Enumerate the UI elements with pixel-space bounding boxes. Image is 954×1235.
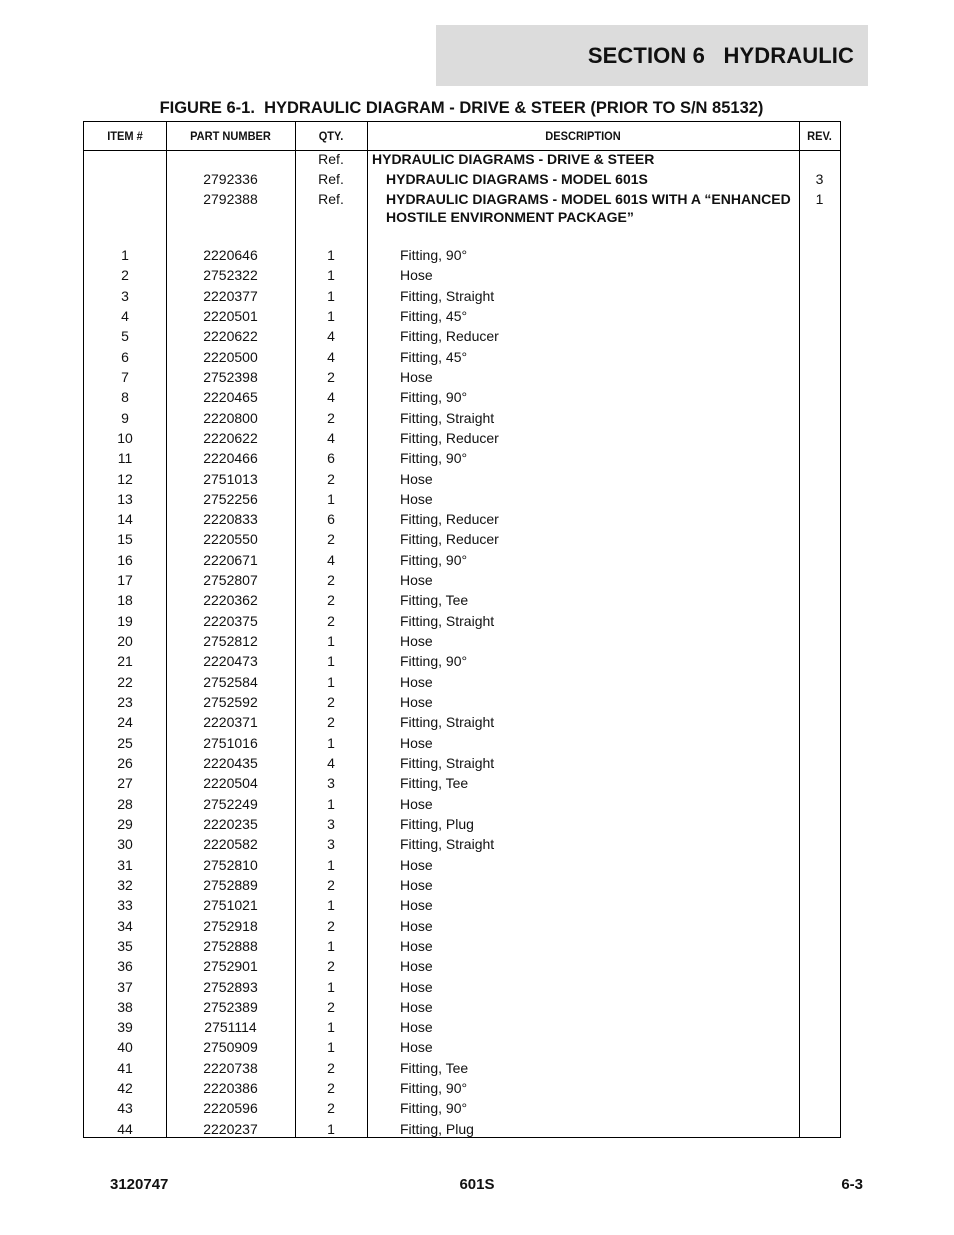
description-cell: Hose: [400, 673, 433, 690]
part-number-cell: 2752398: [203, 368, 258, 385]
part-number-cell: 2752889: [203, 876, 258, 893]
table-row: [84, 529, 840, 549]
part-number-cell: 2752888: [203, 937, 258, 954]
qty-cell: 1: [327, 1019, 335, 1036]
description-cell: Hose: [400, 368, 433, 385]
table-row: [84, 469, 840, 489]
section-title: SECTION 6 HYDRAULIC: [587, 42, 854, 68]
table-row: [84, 1098, 840, 1118]
qty-cell: 1: [327, 307, 335, 324]
qty-cell: 2: [327, 531, 335, 548]
part-number-cell: 2752810: [203, 856, 258, 873]
part-number-cell: 2220466: [203, 450, 258, 467]
item-cell: 3: [121, 287, 129, 304]
part-number-cell: 2220362: [203, 592, 258, 609]
description-cell: Hose: [400, 694, 433, 711]
qty-cell: 2: [327, 409, 335, 426]
description-cell: Fitting, 45°: [400, 348, 468, 365]
qty-cell: 1: [327, 856, 335, 873]
qty-cell: 2: [327, 958, 335, 975]
description-cell: Fitting, 90°: [400, 389, 468, 406]
description-cell: Hose: [400, 897, 433, 914]
section-banner: [436, 25, 868, 86]
item-cell: 19: [117, 612, 133, 629]
qty-cell: 1: [327, 287, 335, 304]
part-number-cell: 2751021: [203, 897, 258, 914]
qty-cell: Ref.: [318, 171, 344, 187]
description-cell: Fitting, 90°: [400, 247, 468, 263]
qty-cell: 2: [327, 572, 335, 589]
qty-cell: 2: [327, 694, 335, 711]
table-row: [84, 550, 840, 570]
table-row: [84, 895, 840, 915]
item-cell: 4: [121, 307, 129, 324]
item-cell: 36: [117, 958, 133, 975]
qty-cell: 4: [327, 328, 335, 345]
qty-cell: 1: [327, 247, 335, 263]
part-number-cell: 2752592: [203, 694, 258, 711]
description-cell: Hose: [400, 917, 433, 934]
part-number-cell: 2752256: [203, 490, 258, 507]
item-cell: 24: [117, 714, 133, 731]
table-row: [84, 631, 840, 651]
footer-page-number: 6-3: [841, 1176, 863, 1193]
part-number-cell: 2220550: [203, 531, 258, 548]
part-number-cell: 2220501: [203, 307, 258, 324]
item-cell: 20: [117, 633, 133, 650]
description-cell: HYDRAULIC DIAGRAMS - MODEL 601S WITH A “ENHANCED: [386, 191, 791, 207]
qty-cell: 2: [327, 1059, 335, 1076]
item-cell: 15: [117, 531, 133, 548]
description-cell: Fitting, Reducer: [400, 328, 499, 345]
item-cell: 31: [117, 856, 133, 873]
part-number-cell: 2752901: [203, 958, 258, 975]
item-cell: 33: [117, 897, 133, 914]
qty-cell: 1: [327, 673, 335, 690]
item-cell: 7: [121, 368, 129, 385]
rev-cell: 1: [815, 191, 824, 207]
item-cell: 16: [117, 551, 133, 568]
table-row: [84, 1078, 840, 1098]
qty-cell: 1: [327, 267, 335, 284]
description-cell: Fitting, Plug: [400, 1120, 474, 1137]
table-row: [84, 347, 840, 367]
table-row: [84, 733, 840, 753]
description-cell: Hose: [400, 734, 433, 751]
description-cell: Hose: [400, 1019, 433, 1036]
qty-cell: 2: [327, 876, 335, 893]
item-cell: 5: [121, 328, 129, 345]
part-number-cell: 2220671: [203, 551, 258, 568]
description-cell: Hose: [400, 795, 433, 812]
item-cell: 34: [117, 917, 133, 934]
qty-cell: 2: [327, 998, 335, 1015]
description-cell: Hose: [400, 633, 433, 650]
description-cell: Hose: [400, 958, 433, 975]
qty-cell: 2: [327, 1080, 335, 1097]
description-cell: Hose: [400, 1039, 433, 1056]
qty-cell: 1: [327, 937, 335, 954]
part-number-cell: 2220237: [203, 1120, 258, 1137]
description-cell: Fitting, Straight: [400, 836, 495, 853]
qty-cell: 2: [327, 1100, 335, 1117]
figure-title: FIGURE 6-1. HYDRAULIC DIAGRAM - DRIVE & STEER (PRIOR TO S/N 85132): [159, 99, 764, 117]
qty-cell: 1: [327, 653, 335, 670]
item-cell: 42: [117, 1080, 133, 1097]
part-number-cell: 2752918: [203, 917, 258, 934]
description-cell: Hose: [400, 998, 433, 1015]
part-number-cell: 2220582: [203, 836, 258, 853]
table-row: [84, 916, 840, 936]
qty-cell: 2: [327, 470, 335, 487]
qty-cell: 2: [327, 592, 335, 609]
table-row: [84, 448, 840, 468]
part-number-cell: 2752807: [203, 572, 258, 589]
item-cell: 21: [117, 653, 133, 670]
table-row: [84, 977, 840, 997]
qty-cell: 1: [327, 734, 335, 751]
item-cell: 41: [117, 1059, 133, 1076]
description-cell: Fitting, Straight: [400, 714, 495, 731]
table-row: [84, 956, 840, 976]
table-row: [84, 387, 840, 407]
table-row: [84, 651, 840, 671]
table-row: [84, 428, 840, 448]
footer-model: 601S: [459, 1176, 495, 1193]
footer-doc-number: 3120747: [110, 1176, 169, 1193]
part-number-cell: 2752584: [203, 673, 258, 690]
qty-cell: 6: [327, 511, 335, 528]
item-cell: 38: [117, 998, 133, 1015]
header-rev: REV.: [807, 129, 832, 143]
table-row: [84, 306, 840, 326]
description-cell: HYDRAULIC DIAGRAMS - MODEL 601S: [386, 171, 648, 187]
description-cell: Fitting, Tee: [400, 1059, 469, 1076]
description-cell: Fitting, Tee: [400, 592, 469, 609]
part-number-cell: 2752389: [203, 998, 258, 1015]
item-cell: 32: [117, 876, 133, 893]
table-row: [84, 814, 840, 834]
qty-cell: 1: [327, 897, 335, 914]
part-number-cell: 2792388: [203, 191, 258, 207]
table-row: [84, 611, 840, 631]
description-cell: Fitting, Plug: [400, 815, 474, 832]
table-row: [84, 773, 840, 793]
item-cell: 25: [117, 734, 133, 751]
table-row: [84, 326, 840, 346]
table-row: [84, 936, 840, 956]
item-cell: 14: [117, 511, 133, 528]
table-row: [84, 753, 840, 773]
part-number-cell: 2751016: [203, 734, 258, 751]
part-number-cell: 2220800: [203, 409, 258, 426]
rev-cell: 3: [815, 171, 824, 187]
description-cell: Fitting, 45°: [400, 307, 468, 324]
item-cell: 40: [117, 1039, 133, 1056]
description-cell: Hose: [400, 572, 433, 589]
item-cell: 29: [117, 815, 133, 832]
part-number-cell: 2792336: [203, 171, 258, 187]
table-row: [84, 408, 840, 428]
item-cell: 6: [121, 348, 129, 365]
part-number-cell: 2220833: [203, 511, 258, 528]
table-row: [84, 1119, 840, 1139]
description-cell: Fitting, 90°: [400, 1100, 468, 1117]
part-number-cell: 2220371: [203, 714, 258, 731]
part-number-cell: 2220500: [203, 348, 258, 365]
table-row: [84, 286, 840, 306]
description-cell: Hose: [400, 267, 433, 284]
part-number-cell: 2220738: [203, 1059, 258, 1076]
description-cell: Hose: [400, 876, 433, 893]
part-number-cell: 2752893: [203, 978, 258, 995]
qty-cell: 2: [327, 612, 335, 629]
qty-cell: 3: [327, 815, 335, 832]
item-cell: 30: [117, 836, 133, 853]
table-row: [84, 834, 840, 854]
item-cell: 39: [117, 1019, 133, 1036]
part-number-cell: 2752812: [203, 633, 258, 650]
qty-cell: 1: [327, 978, 335, 995]
description-cell: Hose: [400, 490, 433, 507]
qty-cell: 1: [327, 490, 335, 507]
item-cell: 22: [117, 673, 133, 690]
description-cell: Fitting, 90°: [400, 1080, 468, 1097]
qty-cell: 4: [327, 551, 335, 568]
qty-cell: 2: [327, 368, 335, 385]
qty-cell: 4: [327, 429, 335, 446]
item-cell: 10: [117, 429, 133, 446]
description-cell: Fitting, 90°: [400, 551, 468, 568]
item-cell: 12: [117, 470, 133, 487]
qty-cell: 2: [327, 917, 335, 934]
part-number-cell: 2220435: [203, 755, 258, 771]
part-number-cell: 2220377: [203, 287, 258, 304]
part-number-cell: 2751013: [203, 470, 258, 487]
table-row: [84, 1017, 840, 1037]
item-cell: 26: [117, 755, 133, 771]
item-cell: 2: [121, 267, 129, 284]
reference-row: [84, 169, 840, 189]
table-row: [84, 1037, 840, 1057]
item-cell: 9: [121, 409, 129, 426]
parts-table: [83, 121, 841, 1138]
description-cell: Fitting, 90°: [400, 450, 468, 467]
description-cell: HOSTILE ENVIRONMENT PACKAGE”: [386, 209, 634, 225]
table-row: [84, 672, 840, 692]
table-row: [84, 855, 840, 875]
part-number-cell: 2750909: [203, 1039, 258, 1056]
item-cell: 28: [117, 795, 133, 812]
item-cell: 1: [121, 247, 129, 263]
item-cell: 13: [117, 490, 133, 507]
item-cell: 37: [117, 978, 133, 995]
qty-cell: 3: [327, 775, 335, 792]
part-number-cell: 2220596: [203, 1100, 258, 1117]
part-number-cell: 2220375: [203, 612, 258, 629]
item-cell: 17: [117, 572, 133, 589]
table-row: [84, 367, 840, 387]
table-row: [84, 692, 840, 712]
header-item: ITEM #: [107, 129, 143, 143]
part-number-cell: 2220504: [203, 775, 258, 792]
description-cell: Fitting, Reducer: [400, 429, 499, 446]
part-number-cell: 2220622: [203, 429, 258, 446]
description-cell: Fitting, Reducer: [400, 511, 499, 528]
description-cell: Fitting, 90°: [400, 653, 468, 670]
item-cell: 11: [117, 450, 133, 467]
reference-row: [84, 149, 840, 169]
table-row: [84, 712, 840, 732]
description-cell: Hose: [400, 856, 433, 873]
item-cell: 27: [117, 775, 133, 792]
header-description: DESCRIPTION: [545, 129, 621, 143]
table-row: [84, 245, 840, 265]
description-cell: Fitting, Reducer: [400, 531, 499, 548]
qty-cell: 1: [327, 1120, 335, 1137]
description-cell: Fitting, Straight: [400, 287, 495, 304]
description-cell: Hose: [400, 978, 433, 995]
qty-cell: 1: [327, 795, 335, 812]
description-cell: Fitting, Straight: [400, 409, 495, 426]
qty-cell: 3: [327, 836, 335, 853]
table-row: [84, 570, 840, 590]
part-number-cell: 2752249: [203, 795, 258, 812]
description-cell: Fitting, Straight: [400, 755, 495, 771]
table-row: [84, 875, 840, 895]
qty-cell: 4: [327, 755, 335, 771]
part-number-cell: 2752322: [203, 267, 258, 284]
table-row: [84, 794, 840, 814]
item-cell: 18: [117, 592, 133, 609]
part-number-cell: 2220465: [203, 389, 258, 406]
reference-row: [84, 189, 840, 209]
table-row: [84, 997, 840, 1017]
item-cell: 35: [117, 937, 133, 954]
qty-cell: 2: [327, 714, 335, 731]
qty-cell: Ref.: [318, 191, 344, 207]
item-cell: 8: [121, 389, 129, 406]
table-row: [84, 489, 840, 509]
part-number-cell: 2220646: [203, 247, 258, 263]
table-row: [84, 509, 840, 529]
part-number-cell: 2751114: [204, 1019, 257, 1036]
qty-cell: 4: [327, 389, 335, 406]
header-part-number: PART NUMBER: [190, 129, 271, 143]
item-cell: 44: [117, 1120, 133, 1137]
table-row: [84, 265, 840, 285]
item-cell: 43: [117, 1100, 133, 1117]
item-cell: 23: [117, 694, 133, 711]
part-number-cell: 2220235: [203, 815, 258, 832]
part-number-cell: 2220386: [203, 1080, 258, 1097]
description-cell: Hose: [400, 937, 433, 954]
qty-cell: 4: [327, 348, 335, 365]
description-cell: HYDRAULIC DIAGRAMS - DRIVE & STEER: [372, 151, 655, 167]
part-number-cell: 2220473: [203, 653, 258, 670]
table-row: [84, 1058, 840, 1078]
header-qty: QTY.: [318, 129, 344, 143]
reference-row-continuation: [84, 207, 840, 227]
qty-cell: 1: [327, 1039, 335, 1056]
description-cell: Hose: [400, 470, 433, 487]
qty-cell: 6: [327, 450, 335, 467]
qty-cell: 1: [327, 633, 335, 650]
description-cell: Fitting, Tee: [400, 775, 469, 792]
table-row: [84, 590, 840, 610]
description-cell: Fitting, Straight: [400, 612, 495, 629]
qty-cell: Ref.: [318, 151, 344, 167]
part-number-cell: 2220622: [203, 328, 258, 345]
